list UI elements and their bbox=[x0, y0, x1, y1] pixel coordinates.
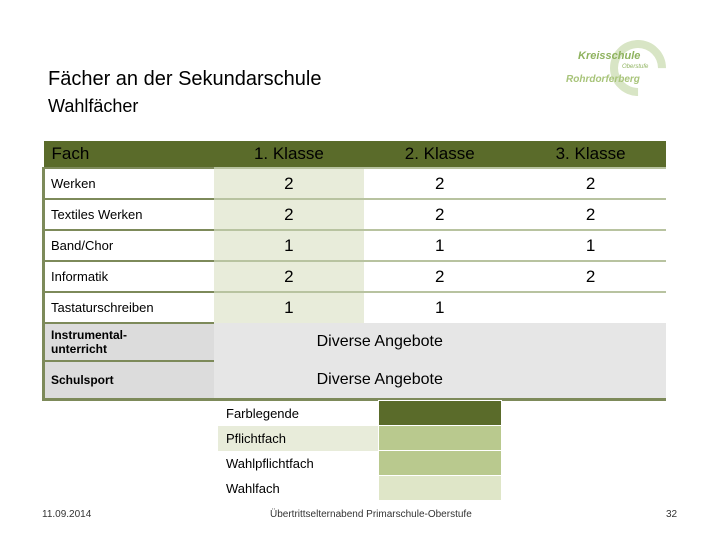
legend-row bbox=[218, 401, 502, 426]
cell-klasse-3: 1 bbox=[515, 230, 666, 261]
row-label: Schulsport bbox=[44, 361, 214, 400]
table-row bbox=[44, 261, 667, 292]
legend-swatch bbox=[379, 401, 502, 426]
cell-klasse-2: 2 bbox=[364, 199, 515, 230]
row-label: Informatik bbox=[44, 261, 214, 292]
cell-klasse-3: 2 bbox=[515, 168, 666, 199]
legend-label: Farblegende bbox=[218, 401, 379, 426]
cell-klasse-1: 2 bbox=[214, 199, 365, 230]
legend-row bbox=[218, 451, 502, 476]
logo-text-line2: Oberstufe bbox=[622, 64, 649, 70]
cell-klasse-1: 1 bbox=[214, 292, 365, 323]
cell-klasse-1: 2 bbox=[214, 261, 365, 292]
legend-label: Wahlfach bbox=[218, 476, 379, 501]
logo-text-line3: Rohrdorferberg bbox=[566, 74, 640, 85]
header-klasse-2: 2. Klasse bbox=[364, 141, 515, 168]
school-logo bbox=[560, 40, 672, 110]
cell-klasse-3: 2 bbox=[515, 199, 666, 230]
row-label: Werken bbox=[44, 168, 214, 199]
header-klasse-3: 3. Klasse bbox=[515, 141, 666, 168]
logo-text-line1: Kreisschule bbox=[578, 50, 641, 62]
legend-swatch bbox=[379, 451, 502, 476]
page-title: Fächer an der Sekundarschule bbox=[48, 68, 322, 90]
footer-event: Übertrittselternabend Primarschule-Oberstufe bbox=[270, 509, 472, 520]
row-label-text: Instrumental- unterricht bbox=[51, 328, 128, 356]
legend-swatch bbox=[379, 426, 502, 451]
cell-klasse-1: 1 bbox=[214, 230, 365, 261]
row-label bbox=[44, 323, 214, 361]
table-row bbox=[44, 361, 667, 400]
legend-swatch bbox=[379, 476, 502, 501]
footer-page-number: 32 bbox=[666, 509, 678, 520]
cell-klasse-3: 2 bbox=[515, 261, 666, 292]
color-legend bbox=[218, 400, 502, 501]
header-klasse-1: 1. Klasse bbox=[214, 141, 365, 168]
cell-klasse-2: 2 bbox=[364, 168, 515, 199]
table-row bbox=[44, 199, 667, 230]
cell-klasse-2: 2 bbox=[364, 261, 515, 292]
legend-row bbox=[218, 476, 502, 501]
cell-span-value: Diverse Angebote bbox=[214, 323, 667, 361]
table-row bbox=[44, 230, 667, 261]
cell-klasse-1: 2 bbox=[214, 168, 365, 199]
table-row bbox=[44, 168, 667, 199]
page-subtitle: Wahlfächer bbox=[48, 96, 139, 116]
row-label: Textiles Werken bbox=[44, 199, 214, 230]
footer-date: 11.09.2014 bbox=[42, 509, 92, 520]
legend-label: Pflichtfach bbox=[218, 426, 379, 451]
cell-klasse-2: 1 bbox=[364, 292, 515, 323]
cell-klasse-2: 1 bbox=[364, 230, 515, 261]
cell-span-value: Diverse Angebote bbox=[214, 361, 667, 400]
header-fach: Fach bbox=[44, 141, 214, 168]
legend-label: Wahlpflichtfach bbox=[218, 451, 379, 476]
table-row bbox=[44, 323, 667, 361]
table-header-row bbox=[44, 141, 667, 168]
legend-row bbox=[218, 426, 502, 451]
row-label: Tastaturschreiben bbox=[44, 292, 214, 323]
subjects-table bbox=[42, 141, 666, 401]
table-row bbox=[44, 292, 667, 323]
row-label: Band/Chor bbox=[44, 230, 214, 261]
cell-klasse-3 bbox=[515, 292, 666, 323]
